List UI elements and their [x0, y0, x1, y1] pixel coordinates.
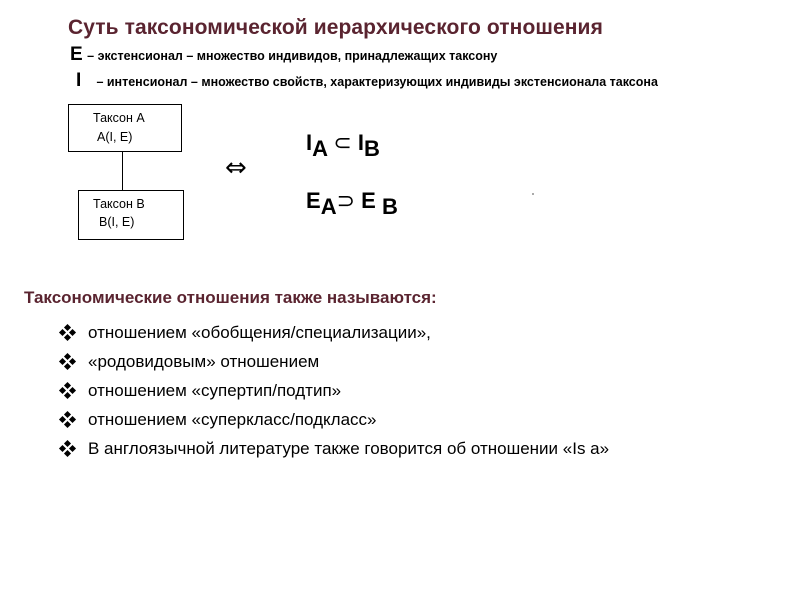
definition-text: – экстенсионал – множество индивидов, принадлежащих таксону: [87, 49, 498, 63]
list-item: [60, 405, 609, 434]
list-item-text: «родовидовым» отношением: [88, 352, 320, 371]
definition-intension: [76, 70, 658, 92]
formula-symbol: I: [357, 130, 365, 155]
list-item: [60, 376, 609, 405]
superset-operator: ⊃: [336, 189, 356, 214]
taxon-b-formula: B(I, E): [99, 215, 135, 229]
definition-extension: [70, 44, 497, 66]
taxon-b-name: Таксон В: [93, 197, 145, 211]
page-title: Суть таксономической иерархического отношения: [68, 16, 603, 39]
formula-subscript: B: [364, 136, 380, 161]
formula-symbol: E: [306, 188, 321, 213]
formula-subscript: B: [381, 194, 398, 219]
hierarchy-connector: [122, 152, 123, 190]
definition-symbol: I: [76, 70, 82, 91]
definition-symbol: E: [70, 44, 83, 65]
list-item-text: отношением «супертип/подтип»: [88, 381, 342, 400]
taxon-a-formula: A(I, E): [97, 130, 133, 144]
taxon-a-name: Таксон А: [93, 111, 145, 125]
formula-symbol: I: [306, 130, 313, 155]
list-item-text: отношением «обобщения/специализации»,: [88, 323, 431, 342]
relation-names-list: [60, 318, 609, 463]
taxon-b-box: [78, 190, 184, 240]
definition-text: – интенсионал – множество свойств, характеризующих индивиды экстенсионала таксона: [96, 75, 658, 89]
list-item-text: В англоязычной литературе также говорится об отношении «Is a»: [88, 439, 610, 458]
taxon-a-box: [68, 104, 182, 152]
list-item: [60, 347, 609, 376]
diamond-bullet-icon: [60, 325, 76, 341]
section-heading: Таксономические отношения также называются:: [24, 288, 437, 307]
list-item-text: отношением «суперкласс/подкласс»: [88, 410, 377, 429]
diamond-bullet-icon: [60, 441, 76, 457]
formula-symbol: E: [361, 188, 376, 213]
subset-operator: ⊂: [333, 131, 352, 156]
formula-subscript: A: [320, 194, 337, 219]
stray-dot: [532, 193, 534, 195]
diamond-bullet-icon: [60, 354, 76, 370]
formula-subscript: A: [312, 136, 328, 161]
list-item: [60, 434, 609, 463]
diamond-bullet-icon: [60, 383, 76, 399]
diamond-bullet-icon: [60, 412, 76, 428]
equivalence-arrow-icon: ⇔: [225, 153, 247, 183]
intension-formula: [306, 130, 380, 161]
extension-formula: [306, 188, 398, 219]
list-item: [60, 318, 609, 347]
